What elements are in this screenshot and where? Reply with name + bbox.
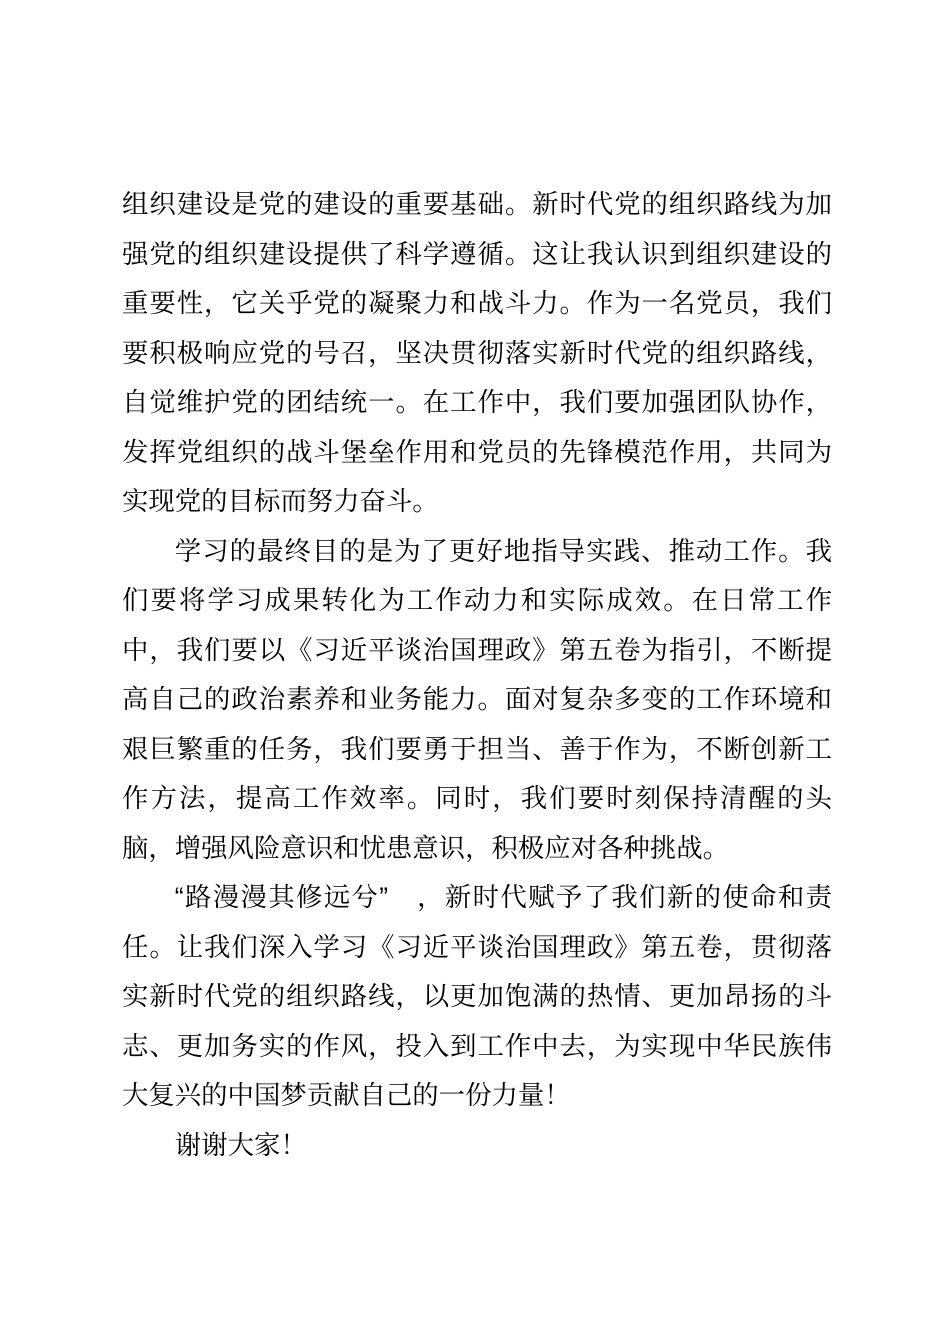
paragraph: 学习的最终目的是为了更好地指导实践、推动工作。我们要将学习成果转化为工作动力和实际成效。在日常工作中，我们要以《习近平谈治国理政》第五卷为指引，不断提高自己的政治素养和业务能力。面对复杂多变的工作环境和艰巨繁重的任务，我们要勇于担当、善于作为，不断创新工作方法，提高工作效率。同时，我们要时刻保持清醒的头脑，增强风险意识和忧患意识，积极应对各种挑战。 <box>122 535 832 863</box>
paragraph: “路漫漫其修远兮” ，新时代赋予了我们新的使命和责任。让我们深入学习《习近平谈治国理政》第五卷，贯彻落实新时代党的组织路线，以更加饱满的热情、更加昂扬的斗志、更加务实的作风，投入到工作中去，为实现中华民族伟大复兴的中国梦贡献自己的一份力量！ <box>122 882 832 1110</box>
document-body <box>122 180 832 1170</box>
paragraph: 谢谢大家！ <box>174 1129 307 1160</box>
paragraph: 组织建设是党的建设的重要基础。新时代党的组织路线为加强党的组织建设提供了科学遵循。这让我认识到组织建设的重要性，它关乎党的凝聚力和战斗力。作为一名党员，我们要积极响应党的号召，坚决贯彻落实新时代党的组织路线，自觉维护党的团结统一。在工作中，我们要加强团队协作，发挥党组织的战斗堡垒作用和党员的先锋模范作用，共同为实现党的目标而努力奋斗。 <box>122 189 832 516</box>
